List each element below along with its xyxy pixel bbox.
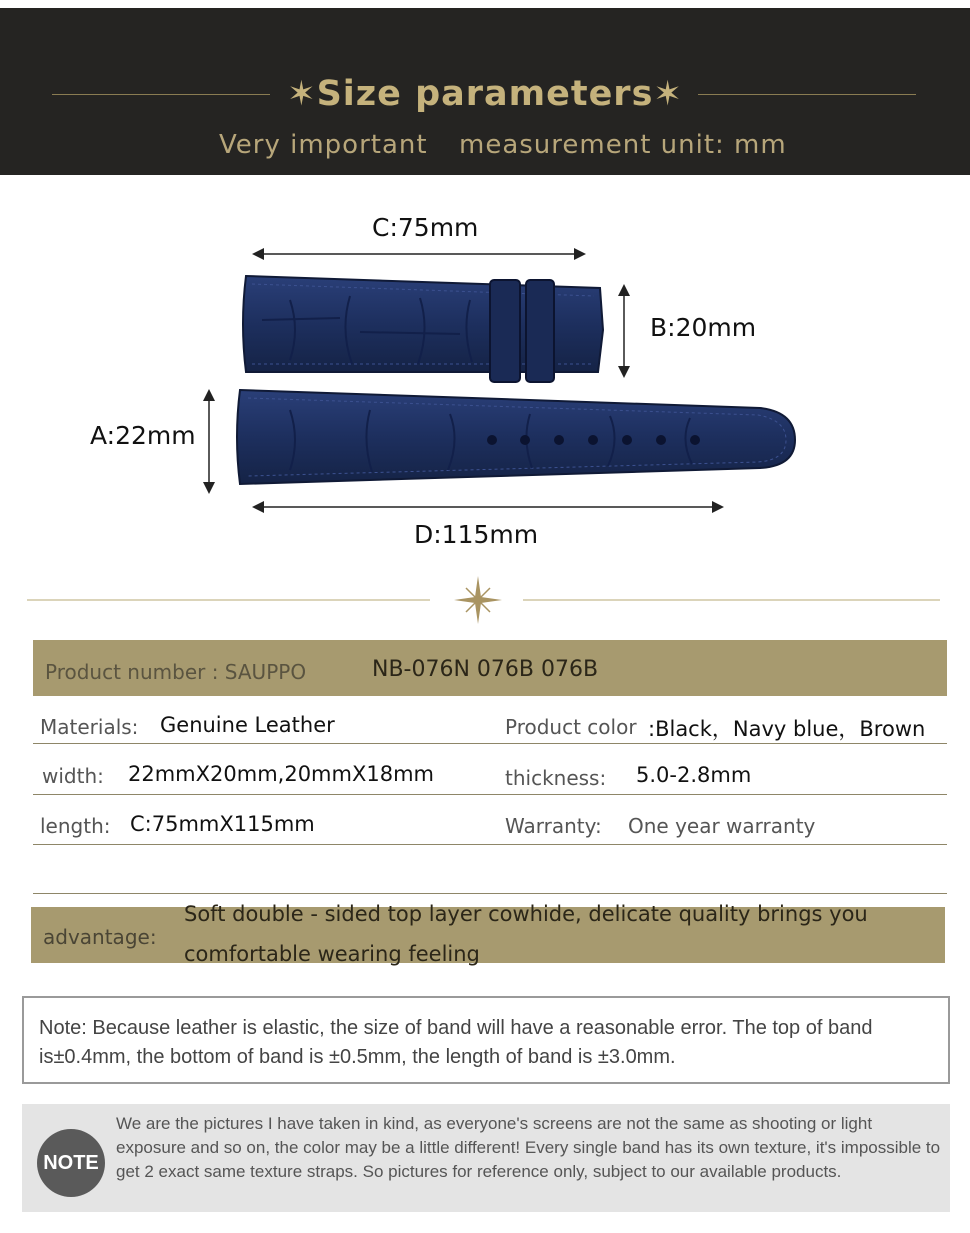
materials-label: Materials: xyxy=(40,715,139,739)
subtitle-important: Very important xyxy=(219,130,428,160)
materials-value: Genuine Leather xyxy=(160,713,335,737)
subtitle-unit: measurement unit: mm xyxy=(459,130,787,160)
width-label: width: xyxy=(42,764,104,788)
advantage-label: advantage: xyxy=(43,925,157,949)
note-text: Note: Because leather is elastic, the size of band will have a reasonable error. The top of band is±0.4mm, the bottom of band is ±0.5mm, the length of band is ±3.0mm. xyxy=(39,1017,873,1068)
star-icon: ✶ xyxy=(653,74,683,114)
length-value: C:75mmX115mm xyxy=(130,812,315,836)
dim-a-label: A:22mm xyxy=(90,421,196,450)
warranty-value: One year warranty xyxy=(628,814,816,838)
advantage-line-1: Soft double - sided top layer cowhide, delicate quality brings you xyxy=(184,902,868,926)
title-text: Size parameters xyxy=(316,74,654,114)
row-divider xyxy=(33,844,947,845)
row-divider xyxy=(33,794,947,795)
dim-c-label: C:75mm xyxy=(372,213,479,242)
warranty-label: Warranty: xyxy=(505,814,602,838)
length-label: length: xyxy=(40,814,111,838)
short-strap xyxy=(243,276,603,382)
thickness-label: thickness: xyxy=(505,766,607,790)
note-box xyxy=(22,996,950,1084)
row-divider xyxy=(33,893,947,894)
color-label: Product color xyxy=(505,715,637,739)
product-number-label: Product number : SAUPPO xyxy=(45,660,307,684)
disclaimer-text: We are the pictures I have taken in kind, as everyone's screens are not the same as shooting or light exposure and so on, the color may be a little different! Every single band has its own texture, it's impossible to get 2 exact same texture straps. So pictures for reference only, subject to our available products. xyxy=(116,1114,941,1181)
product-number-value: NB-076N 076B 076B xyxy=(372,657,599,682)
dim-d-label: D:115mm xyxy=(414,520,539,549)
disclaimer-panel xyxy=(22,1104,950,1212)
divider-star-icon xyxy=(454,576,502,624)
width-value: 22mmX20mm,20mmX18mm xyxy=(128,762,434,786)
long-strap xyxy=(237,390,795,484)
row-divider xyxy=(33,743,947,744)
color-value: :Black，Navy blue，Brown xyxy=(648,717,926,741)
dim-b-label: B:20mm xyxy=(650,313,757,342)
note-badge: NOTE xyxy=(37,1129,105,1197)
star-icon: ✶ xyxy=(287,74,317,114)
advantage-line-2: comfortable wearing feeling xyxy=(184,942,480,966)
thickness-value: 5.0-2.8mm xyxy=(636,763,752,787)
